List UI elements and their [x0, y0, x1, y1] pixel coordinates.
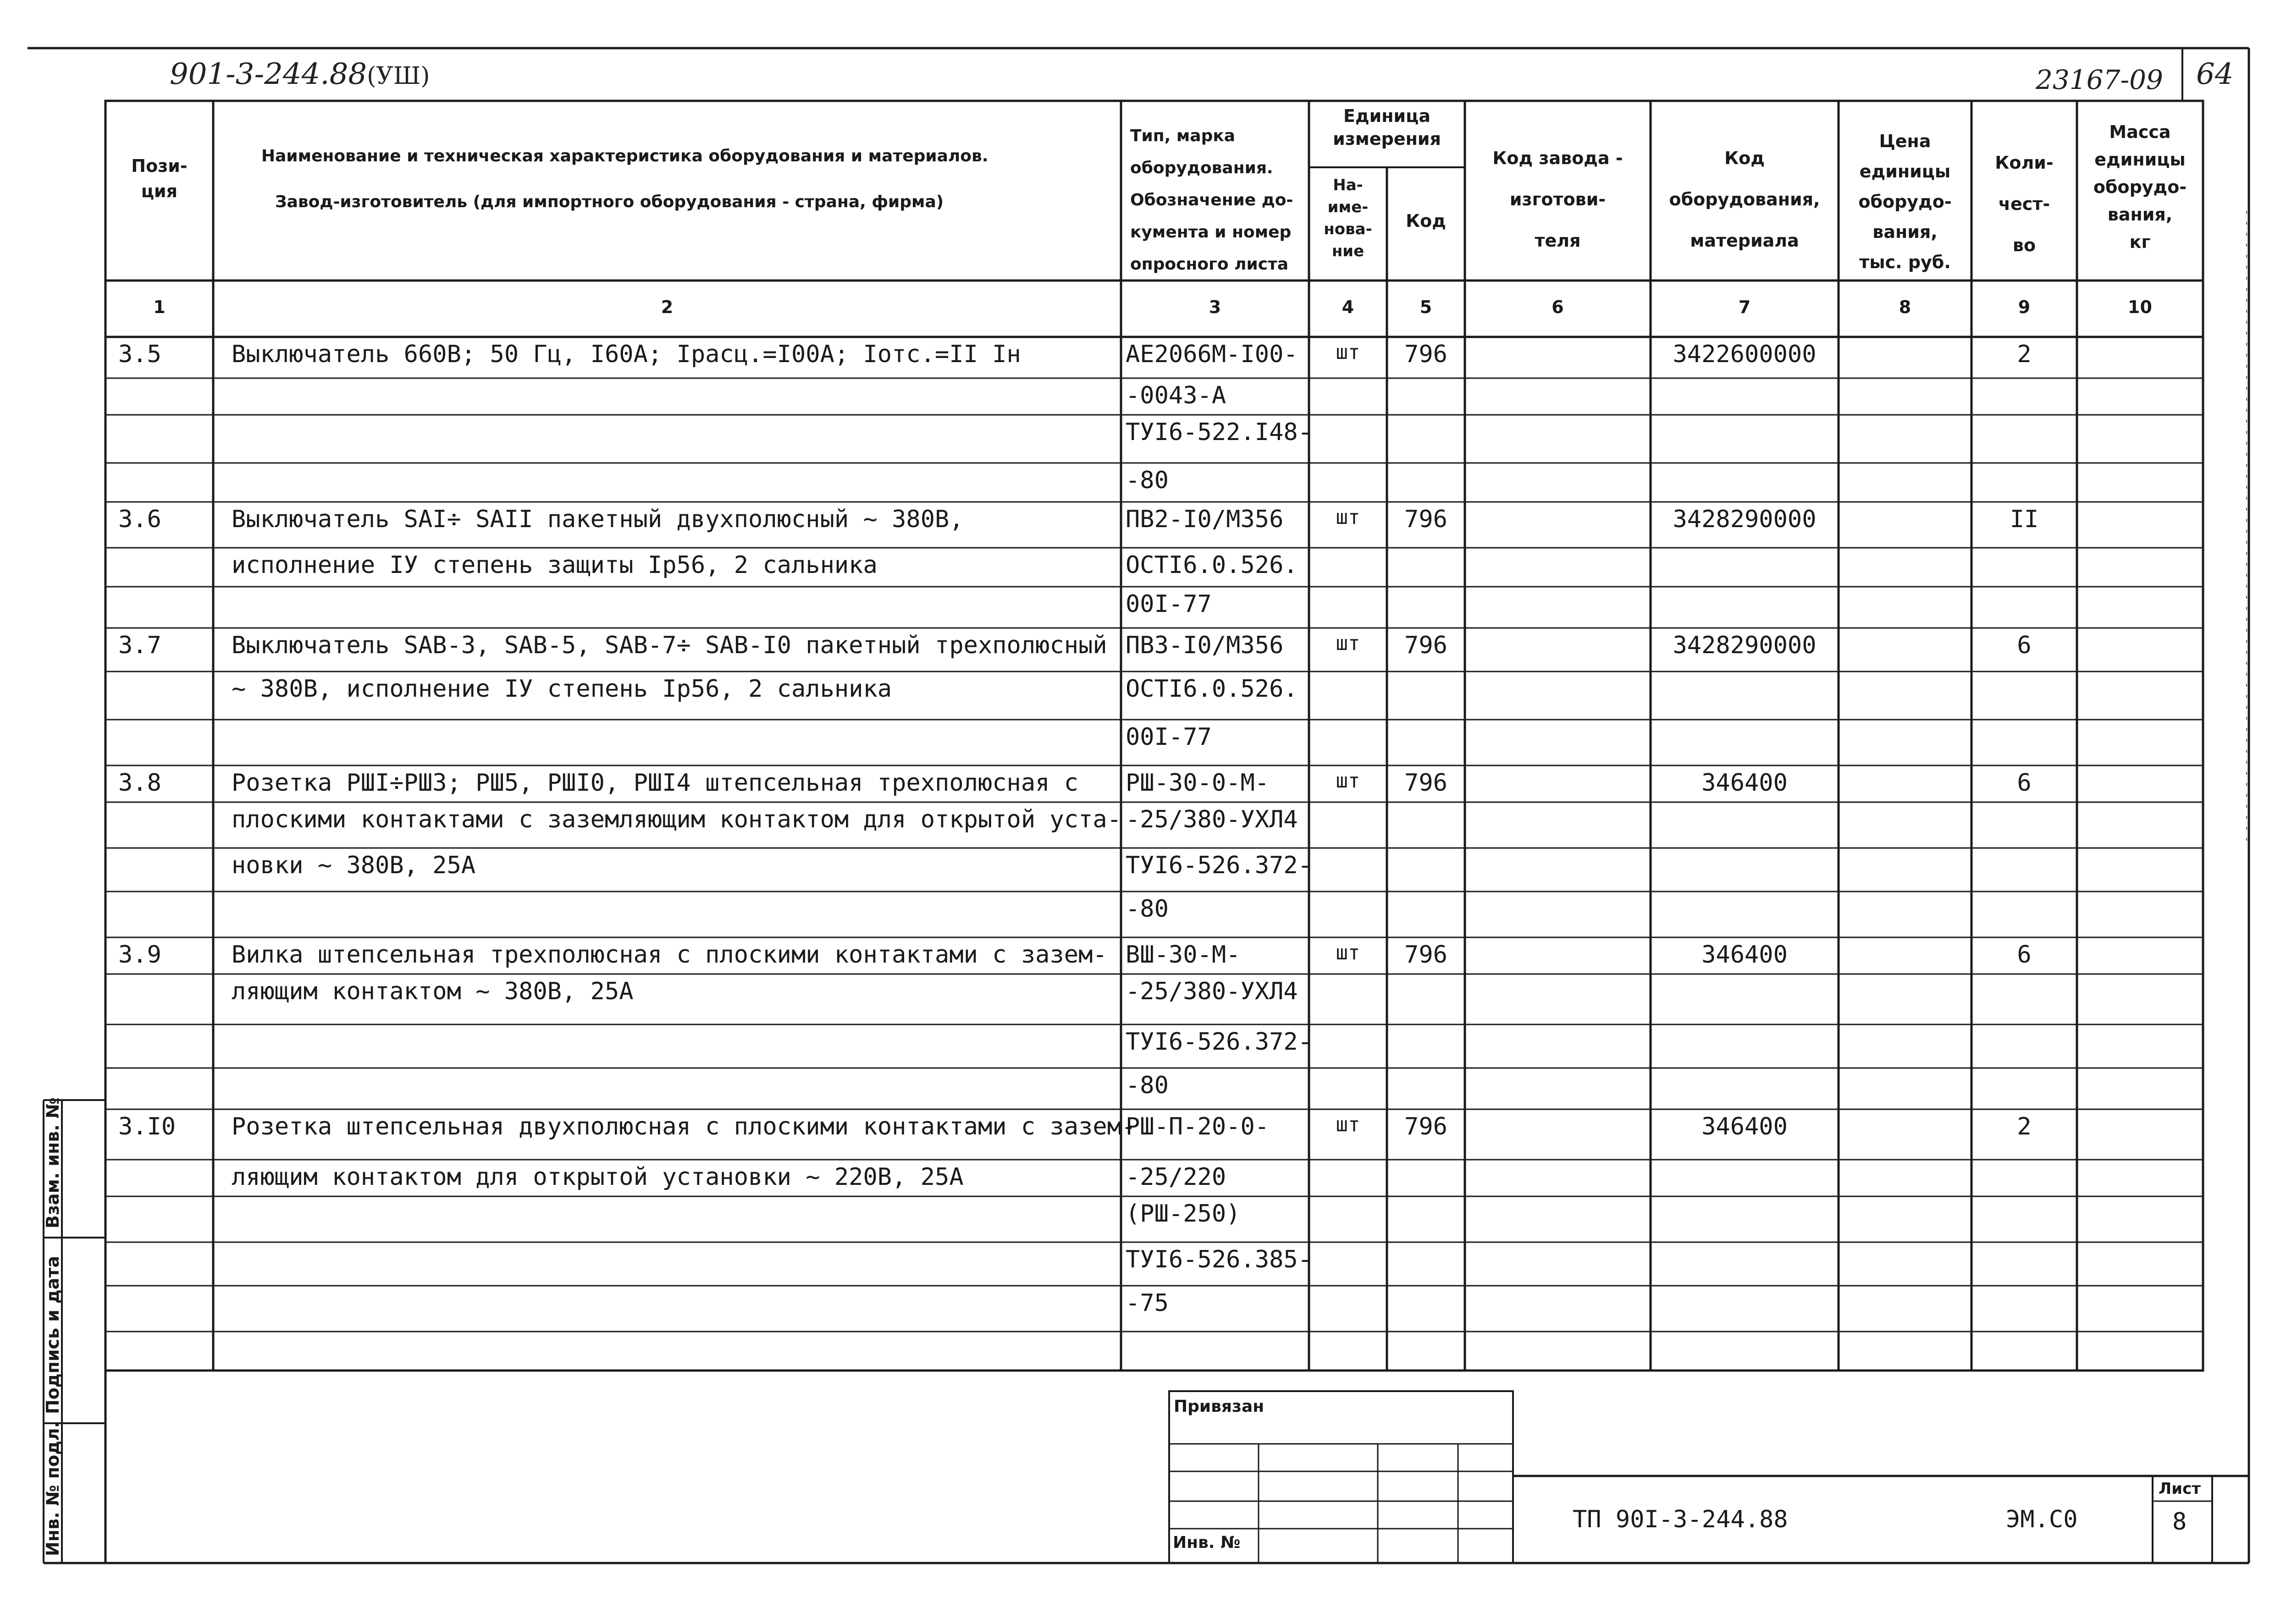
- header-factory-line: Код завода -: [1492, 148, 1623, 168]
- row-name: Выключатель 660В; 50 Гц, I60А; Iрасц.=I00А; Iотс.=II Iн: [232, 341, 1021, 368]
- column-number: 5: [1419, 297, 1432, 317]
- row-type: 00I-77: [1126, 590, 1212, 618]
- sheet-label: Лист: [2159, 1480, 2201, 1498]
- row-type: -80: [1126, 467, 1169, 494]
- row-qty: 6: [2017, 769, 2032, 797]
- header-pos-line: ция: [141, 181, 178, 202]
- column-number: 10: [2128, 297, 2152, 317]
- row-qty: II: [2010, 506, 2039, 533]
- sheet-number: 8: [2172, 1508, 2187, 1536]
- row-type: ВШ-30-М-: [1126, 941, 1241, 969]
- doc-mark: ЭМ.С0: [2006, 1506, 2078, 1533]
- row-code: 3428290000: [1673, 506, 1817, 533]
- header-type: [1130, 120, 1293, 281]
- row-unit: шт: [1336, 941, 1360, 964]
- row-type: 00I-77: [1126, 723, 1212, 751]
- header-mass: [2077, 118, 2203, 256]
- header-price-line: единицы: [1859, 161, 1951, 182]
- header-type-line: Тип, марка: [1130, 127, 1236, 145]
- row-qty: 6: [2017, 632, 2032, 659]
- row-type: ТУI6-526.385-: [1126, 1246, 1312, 1273]
- doc-code-number: 901-3-244.88: [170, 57, 367, 91]
- header-type-line: кумента и номер: [1130, 223, 1292, 242]
- row-type: ОСТI6.0.526.: [1126, 675, 1298, 703]
- row-type: ОСТI6.0.526.: [1126, 551, 1298, 579]
- row-type: -0043-А: [1126, 382, 1226, 409]
- row-qty: 6: [2017, 941, 2032, 969]
- row-name: Розетка РШI÷РШ3; РШ5, РШI0, РШI4 штепсельная трехполюсная с: [232, 769, 1079, 797]
- row-pos: 3.I0: [118, 1113, 176, 1140]
- row-code: 346400: [1701, 1113, 1788, 1140]
- side-sign-date: Подпись и дата: [43, 1255, 63, 1414]
- row-name: ляющим контактом ~ 380В, 25А: [232, 978, 634, 1005]
- header-code-line: Код: [1724, 148, 1765, 168]
- row-pos: 3.7: [118, 632, 161, 659]
- header-unit-line: измерения: [1333, 129, 1441, 149]
- column-number: 6: [1552, 297, 1564, 317]
- header-price: [1839, 126, 1971, 277]
- row-name: Вилка штепсельная трехполюсная с плоскими контактами с зазем-: [232, 941, 1107, 969]
- doc-code: [170, 57, 430, 91]
- row-ucode: 796: [1404, 506, 1447, 533]
- row-qty: 2: [2017, 1113, 2032, 1140]
- header-pos-line: Пози-: [131, 156, 188, 176]
- row-name: ~ 380В, исполнение IУ степень Iр56, 2 сальника: [232, 675, 892, 703]
- row-code: 3428290000: [1673, 632, 1817, 659]
- header-mass-line: вания,: [2107, 204, 2173, 225]
- row-type: -80: [1126, 1072, 1169, 1099]
- side-inv-orig: Инв. № подл.: [43, 1421, 63, 1556]
- header-mass-line: оборудо-: [2093, 177, 2187, 197]
- row-type: -80: [1126, 895, 1169, 923]
- header-code-line: оборудования,: [1669, 189, 1820, 209]
- row-code: 346400: [1701, 941, 1788, 969]
- row-unit: шт: [1336, 632, 1360, 655]
- header-unit-name-line: нова-: [1324, 220, 1372, 238]
- row-unit: шт: [1336, 341, 1360, 364]
- header-price-line: вания,: [1872, 222, 1938, 242]
- header-type-line: опросного листа: [1130, 255, 1289, 274]
- row-type: -25/380-УХЛ4: [1126, 806, 1298, 833]
- column-number: 4: [1342, 297, 1354, 317]
- header-qty-line: Коли-: [1995, 153, 2054, 173]
- row-name: плоскими контактами с заземляющим контактом для открытой уста-: [232, 806, 1122, 833]
- header-unit-code: Код: [1406, 211, 1446, 231]
- inv-no-label: Инв. №: [1173, 1533, 1241, 1552]
- row-name: ляющим контактом для открытой установки ~ 220В, 25А: [232, 1163, 964, 1191]
- header-unit-group: [1309, 105, 1465, 150]
- header-type-line: оборудования.: [1130, 159, 1273, 177]
- row-name: Выключатель SAI÷ SAII пакетный двухполюсный ~ 380В,: [232, 506, 964, 533]
- header-factory-line: изготови-: [1509, 189, 1606, 209]
- row-name: Выключатель SAB-3, SAB-5, SAB-7÷ SAB-I0 пакетный трехполюсный: [232, 632, 1107, 659]
- row-type: (РШ-250): [1126, 1200, 1241, 1228]
- row-type: РШ-П-20-0-: [1126, 1113, 1270, 1140]
- header-pos: [105, 154, 213, 204]
- header-mass-line: Масса: [2109, 122, 2171, 142]
- header-price-line: Цена: [1879, 131, 1931, 151]
- header-price-line: тыс. руб.: [1859, 252, 1951, 272]
- header-name-line1: Наименование и техническая характеристика оборудования и материалов.: [261, 147, 988, 165]
- header-unit-name: [1309, 174, 1387, 262]
- row-unit: шт: [1336, 769, 1360, 793]
- header-mass-line: кг: [2129, 232, 2151, 252]
- header-unit-name-line: ние: [1331, 242, 1364, 260]
- side-inv-replace: Взам. инв. №: [43, 1097, 63, 1228]
- header-factory: [1465, 138, 1651, 261]
- column-number: 9: [2018, 297, 2031, 317]
- doc-code-suffix: (УШ): [367, 62, 430, 90]
- row-type: ТУI6-522.I48-: [1126, 418, 1312, 446]
- row-type: ПВ2-I0/М356: [1126, 506, 1284, 533]
- header-code-line: материала: [1690, 231, 1799, 251]
- row-type: -25/380-УХЛ4: [1126, 978, 1298, 1005]
- row-ucode: 796: [1404, 769, 1447, 797]
- row-pos: 3.8: [118, 769, 161, 797]
- column-number: 8: [1899, 297, 1911, 317]
- row-unit: шт: [1336, 506, 1360, 529]
- row-type: ПВ3-I0/М356: [1126, 632, 1284, 659]
- row-type: АЕ2066М-I00-: [1126, 341, 1298, 368]
- column-number: 7: [1738, 297, 1751, 317]
- header-qty-line: чест-: [1998, 194, 2050, 214]
- row-ucode: 796: [1404, 941, 1447, 969]
- row-ucode: 796: [1404, 1113, 1447, 1140]
- column-number: 1: [153, 297, 166, 317]
- row-type: РШ-30-0-М-: [1126, 769, 1270, 797]
- column-number: 2: [661, 297, 674, 317]
- header-price-line: оборудо-: [1858, 192, 1952, 212]
- header-type-line: Обозначение до-: [1130, 191, 1293, 209]
- header-unit-line: Единица: [1343, 106, 1430, 126]
- page-number: 64: [2196, 57, 2234, 91]
- header-unit-name-line: На-: [1333, 176, 1363, 194]
- header-mass-line: единицы: [2094, 149, 2186, 170]
- row-ucode: 796: [1404, 341, 1447, 368]
- row-code: 346400: [1701, 769, 1788, 797]
- header-name-line2: Завод-изготовитель (для импортного оборудования - страна, фирма): [275, 193, 944, 211]
- row-unit: шт: [1336, 1113, 1360, 1136]
- archive-number: 23167-09: [2036, 64, 2163, 95]
- row-type: ТУI6-526.372-: [1126, 852, 1312, 879]
- row-pos: 3.9: [118, 941, 161, 969]
- row-type: -75: [1126, 1289, 1169, 1317]
- header-code: [1651, 138, 1839, 261]
- row-code: 3422600000: [1673, 341, 1817, 368]
- row-type: ТУI6-526.372-: [1126, 1028, 1312, 1056]
- row-pos: 3.5: [118, 341, 161, 368]
- header-qty: [1971, 142, 2077, 266]
- row-pos: 3.6: [118, 506, 161, 533]
- header-unit-name-line: име-: [1327, 198, 1369, 216]
- header-factory-line: теля: [1535, 231, 1581, 251]
- bound-label: Привязан: [1174, 1397, 1265, 1416]
- column-number: 3: [1209, 297, 1221, 317]
- row-qty: 2: [2017, 341, 2032, 368]
- row-name: исполнение IУ степень защиты Iр56, 2 сальника: [232, 551, 878, 579]
- row-ucode: 796: [1404, 632, 1447, 659]
- row-type: -25/220: [1126, 1163, 1226, 1191]
- doc-id: ТП 90I-3-244.88: [1573, 1506, 1788, 1533]
- row-name: Розетка штепсельная двухполюсная с плоскими контактами с зазем-: [232, 1113, 1136, 1140]
- row-name: новки ~ 380В, 25А: [232, 852, 476, 879]
- header-qty-line: во: [2012, 235, 2036, 255]
